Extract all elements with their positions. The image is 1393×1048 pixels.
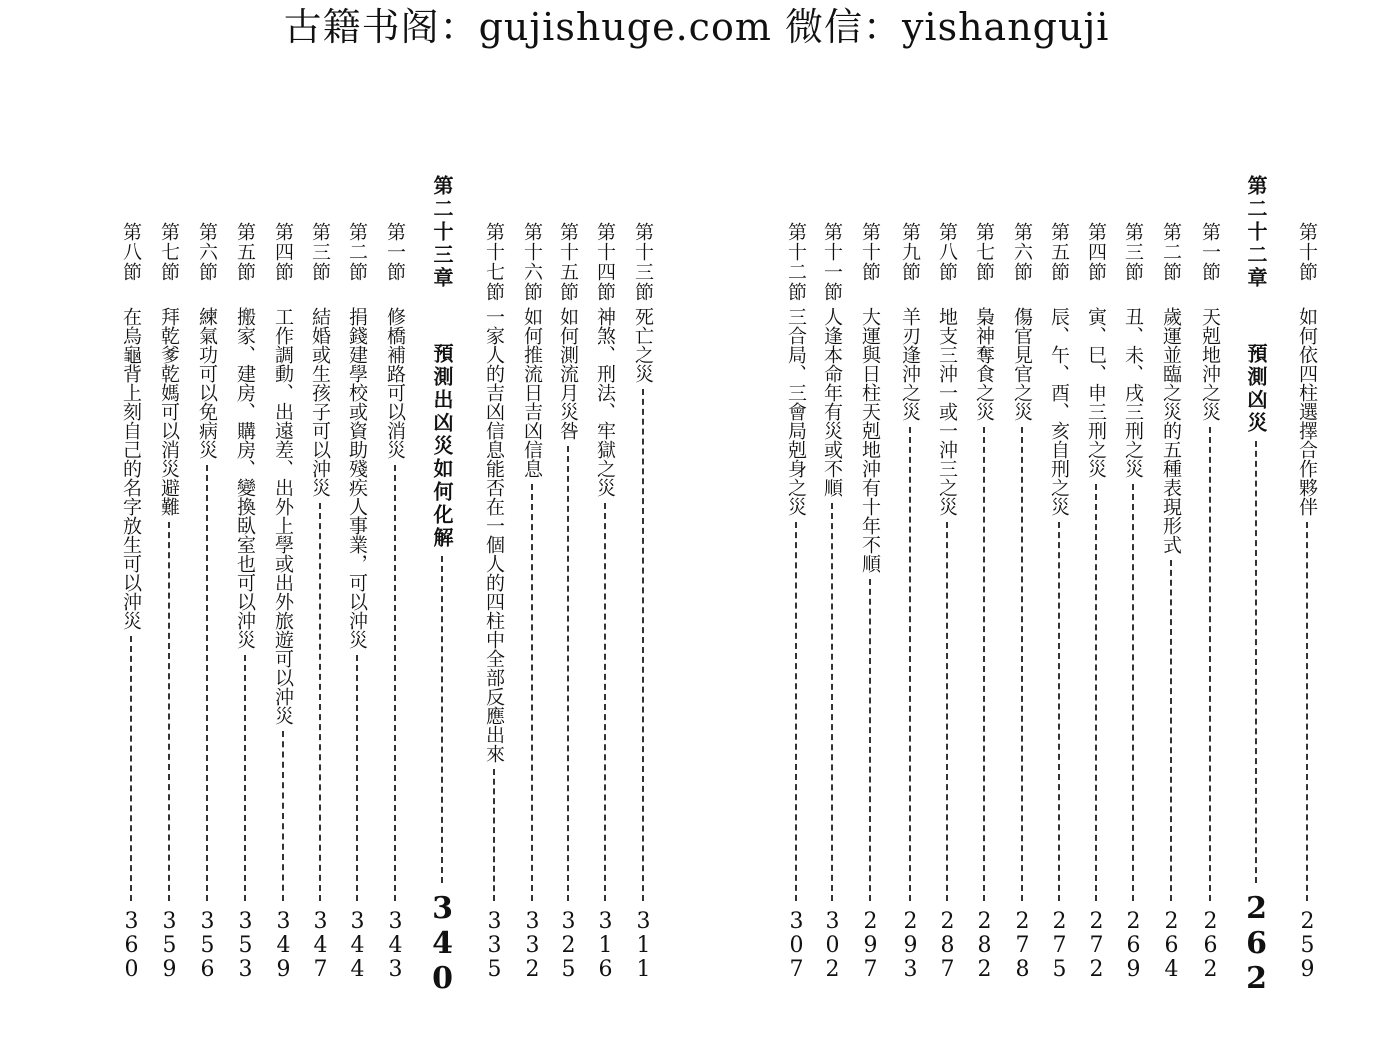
toc-section-number: 第十五節 <box>557 222 579 302</box>
toc-chapter-entry[interactable] <box>1239 175 1274 996</box>
toc-section-entry[interactable] <box>555 175 581 985</box>
toc-section-number: 第五節 <box>1048 222 1070 282</box>
toc-section-entry[interactable] <box>1046 175 1072 985</box>
toc-entry-title: 地支三沖一或一沖三之災 <box>936 307 958 516</box>
toc-section-number: 第七節 <box>158 222 180 282</box>
toc-page-number: 343 <box>383 909 408 981</box>
toc-page-number: 293 <box>898 909 923 981</box>
toc-page-number: 344 <box>345 909 370 981</box>
toc-dot-leader <box>567 446 569 901</box>
toc-section-entry[interactable] <box>1158 175 1184 985</box>
toc-left-page <box>0 0 696 1048</box>
toc-section-number: 第三節 <box>309 222 331 282</box>
toc-entry-title: 一家人的吉凶信息能否在一個人的四柱中全部反應出來 <box>483 307 505 763</box>
toc-entry-title: 歲運並臨之災的五種表現形式 <box>1160 307 1182 554</box>
toc-dot-leader <box>394 465 396 901</box>
toc-section-number: 第十節 <box>859 222 881 282</box>
toc-section-entry[interactable] <box>934 175 960 985</box>
toc-section-number: 第十六節 <box>521 222 543 302</box>
toc-section-number: 第十七節 <box>483 222 505 302</box>
toc-section-entry[interactable] <box>1083 175 1109 985</box>
toc-section-entry[interactable] <box>630 175 656 985</box>
toc-section-entry[interactable] <box>1009 175 1035 985</box>
toc-section-entry[interactable] <box>270 175 296 985</box>
toc-section-number: 第六節 <box>196 222 218 282</box>
toc-section-number: 第九節 <box>899 222 921 282</box>
toc-section-number: 第八節 <box>120 222 142 282</box>
toc-entry-title: 修橋補路可以消災 <box>384 307 406 459</box>
toc-dot-leader <box>946 522 948 901</box>
toc-section-number: 第一節 <box>384 222 406 282</box>
toc-section-entry[interactable] <box>819 175 845 985</box>
toc-page-number: 349 <box>271 909 296 981</box>
toc-dot-leader <box>244 655 246 901</box>
toc-entry-title: 拜乾爹乾媽可以消災避難 <box>158 307 180 516</box>
toc-entry-title: 捐錢建學校或資助殘疾人事業，可以沖災 <box>346 307 368 649</box>
toc-section-entry[interactable] <box>857 175 883 985</box>
toc-page-number: 297 <box>858 909 883 981</box>
toc-dot-leader <box>1095 484 1097 901</box>
toc-dot-leader <box>168 522 170 901</box>
toc-entry-title: 結婚或生孩子可以沖災 <box>309 307 331 497</box>
toc-section-number: 第十節 <box>1296 222 1318 282</box>
toc-entry-title: 如何測流月災咎 <box>557 307 579 440</box>
toc-section-number: 第六節 <box>1011 222 1033 282</box>
toc-section-number: 第二十二章 <box>1244 175 1268 290</box>
toc-section-number: 第十一節 <box>821 222 843 302</box>
toc-dot-leader <box>642 389 644 901</box>
toc-page-number: 272 <box>1084 909 1109 981</box>
toc-section-entry[interactable] <box>1120 175 1146 985</box>
toc-dot-leader <box>1021 427 1023 901</box>
toc-chapter-entry[interactable] <box>425 175 460 996</box>
toc-page-number: 262 <box>1198 909 1223 981</box>
toc-section-number: 第二節 <box>346 222 368 282</box>
toc-section-entry[interactable] <box>971 175 997 985</box>
toc-entry-title: 如何推流日吉凶信息 <box>521 307 543 478</box>
toc-entry-title: 人逢本命年有災或不順 <box>821 307 843 497</box>
toc-section-number: 第七節 <box>973 222 995 282</box>
toc-section-entry[interactable] <box>307 175 333 985</box>
toc-dot-leader <box>1132 484 1134 901</box>
toc-dot-leader <box>831 503 833 901</box>
toc-entry-title: 梟神奪食之災 <box>973 307 995 421</box>
toc-page-number: 275 <box>1047 909 1072 981</box>
toc-entry-title: 三合局、三會局剋身之災 <box>785 307 807 516</box>
toc-entry-title: 丑、未、戌三刑之災 <box>1122 307 1144 478</box>
toc-section-entry[interactable] <box>344 175 370 985</box>
toc-entry-title: 天剋地沖之災 <box>1199 307 1221 421</box>
toc-section-number: 第十四節 <box>594 222 616 302</box>
toc-dot-leader <box>795 522 797 901</box>
toc-page-number: 287 <box>935 909 960 981</box>
toc-section-number: 第三節 <box>1122 222 1144 282</box>
toc-entry-title: 大運與日柱天剋地沖有十年不順 <box>859 307 881 573</box>
toc-section-entry[interactable] <box>382 175 408 985</box>
toc-section-entry[interactable] <box>1294 175 1320 985</box>
toc-dot-leader <box>1306 522 1308 901</box>
toc-dot-leader <box>130 636 132 901</box>
toc-section-entry[interactable] <box>118 175 144 985</box>
toc-section-number: 第八節 <box>936 222 958 282</box>
toc-page-number: 278 <box>1010 909 1035 981</box>
toc-section-number: 第五節 <box>234 222 256 282</box>
toc-page-number: 360 <box>119 909 144 981</box>
toc-dot-leader <box>604 503 606 901</box>
toc-page-number: 302 <box>820 909 845 981</box>
toc-dot-leader <box>1209 427 1211 901</box>
toc-section-number: 第十二節 <box>785 222 807 302</box>
toc-page-number: 316 <box>593 909 618 981</box>
toc-dot-leader <box>869 579 871 901</box>
toc-entry-title: 傷官見官之災 <box>1011 307 1033 421</box>
toc-dot-leader <box>1255 441 1257 883</box>
toc-entry-title: 練氣功可以免病災 <box>196 307 218 459</box>
toc-entry-title: 預測凶災 <box>1244 343 1268 435</box>
toc-entry-title: 如何依四柱選擇合作夥伴 <box>1296 307 1318 516</box>
toc-right-page <box>697 0 1393 1048</box>
toc-page-number: 356 <box>195 909 220 981</box>
toc-section-entry[interactable] <box>592 175 618 985</box>
toc-page-number: 325 <box>556 909 581 981</box>
watermark-header: 古籍书阁：gujishuge.com 微信：yishanguji <box>283 5 1110 49</box>
toc-page-number: 259 <box>1295 909 1320 981</box>
toc-section-number: 第二十三章 <box>430 175 454 290</box>
toc-page-number: 347 <box>308 909 333 981</box>
toc-section-entry[interactable] <box>156 175 182 985</box>
toc-page-number: 332 <box>520 909 545 981</box>
toc-section-entry[interactable] <box>897 175 923 985</box>
toc-dot-leader <box>1170 560 1172 901</box>
toc-entry-title: 搬家、建房、購房、變換臥室也可以沖災 <box>234 307 256 649</box>
toc-section-entry[interactable] <box>481 175 507 985</box>
toc-dot-leader <box>282 731 284 901</box>
toc-page-number: 353 <box>233 909 258 981</box>
toc-section-number: 第十三節 <box>632 222 654 302</box>
toc-page-number: 311 <box>631 909 656 981</box>
toc-dot-leader <box>493 769 495 901</box>
toc-section-entry[interactable] <box>1197 175 1223 985</box>
toc-page-number: 340 <box>425 891 460 996</box>
toc-entry-title: 在烏龜背上刻自己的名字放生可以沖災 <box>120 307 142 630</box>
toc-dot-leader <box>319 503 321 901</box>
toc-section-entry[interactable] <box>519 175 545 985</box>
toc-section-entry[interactable] <box>783 175 809 985</box>
toc-dot-leader <box>909 427 911 901</box>
toc-page-number: 262 <box>1239 891 1274 996</box>
toc-page-number: 307 <box>784 909 809 981</box>
toc-page-number: 264 <box>1159 909 1184 981</box>
toc-section-number: 第一節 <box>1199 222 1221 282</box>
toc-dot-leader <box>531 484 533 901</box>
toc-entry-title: 工作調動、出遠差、出外上學或出外旅遊可以沖災 <box>272 307 294 725</box>
toc-page-number: 269 <box>1121 909 1146 981</box>
toc-section-entry[interactable] <box>194 175 220 985</box>
toc-entry-title: 神煞、刑法、牢獄之災 <box>594 307 616 497</box>
toc-section-entry[interactable] <box>232 175 258 985</box>
toc-dot-leader <box>1058 522 1060 901</box>
toc-section-number: 第四節 <box>1085 222 1107 282</box>
toc-dot-leader <box>983 427 985 901</box>
toc-page-number: 335 <box>482 909 507 981</box>
toc-entry-title: 辰、午、酉、亥自刑之災 <box>1048 307 1070 516</box>
toc-dot-leader <box>356 655 358 901</box>
toc-entry-title: 預測出凶災如何化解 <box>430 343 454 550</box>
toc-entry-title: 羊刃逢沖之災 <box>899 307 921 421</box>
toc-entry-title: 寅、巳、申三刑之災 <box>1085 307 1107 478</box>
toc-section-number: 第四節 <box>272 222 294 282</box>
toc-dot-leader <box>206 465 208 901</box>
toc-section-number: 第二節 <box>1160 222 1182 282</box>
toc-dot-leader <box>441 556 443 883</box>
toc-page-number: 359 <box>157 909 182 981</box>
toc-page-number: 282 <box>972 909 997 981</box>
toc-entry-title: 死亡之災 <box>632 307 654 383</box>
